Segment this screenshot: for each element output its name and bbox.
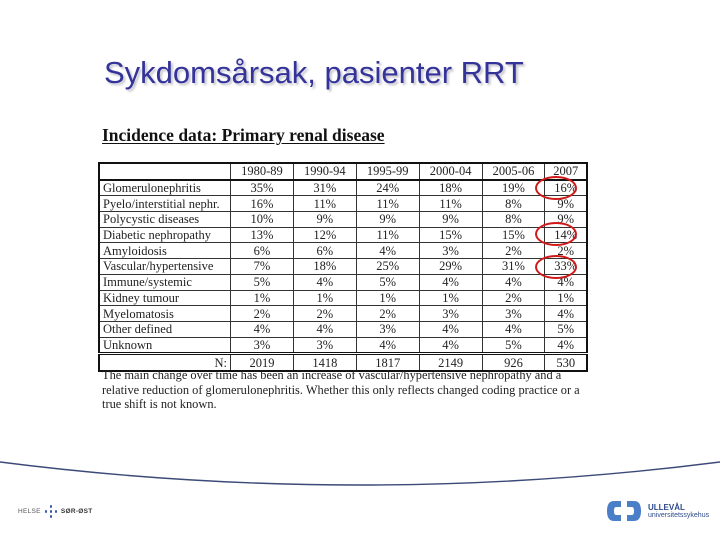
- table-cell: 8%: [482, 196, 545, 212]
- table-cell: 35%: [231, 180, 294, 196]
- table-cell: 1418: [293, 354, 356, 371]
- table-cell: 4%: [356, 243, 419, 259]
- table-cell: 1%: [231, 290, 294, 306]
- table-cell: 8%: [482, 212, 545, 228]
- row-label: Amyloidosis: [99, 243, 231, 259]
- table-cell: 2%: [482, 290, 545, 306]
- table-cell: 2149: [419, 354, 482, 371]
- table-cell: 24%: [356, 180, 419, 196]
- table-row: [99, 321, 587, 337]
- ulleval-name: ULLEVÅL: [648, 502, 685, 512]
- table-cell: 3%: [482, 306, 545, 322]
- column-header: 2007: [545, 163, 587, 180]
- table-cell: 16%: [231, 196, 294, 212]
- table-cell: 2019: [231, 354, 294, 371]
- table-cell: 1%: [419, 290, 482, 306]
- row-label: Myelomatosis: [99, 306, 231, 322]
- table-cell: 3%: [419, 306, 482, 322]
- table-row: [99, 180, 587, 196]
- table-row: [99, 290, 587, 306]
- table-cell: 11%: [356, 227, 419, 243]
- table-cell: 4%: [482, 274, 545, 290]
- table-cell: 4%: [293, 274, 356, 290]
- table-cell: 9%: [545, 212, 587, 228]
- decorative-curve: [0, 440, 720, 500]
- table-cell: 4%: [482, 321, 545, 337]
- table-row: [99, 212, 587, 228]
- table-cell: 4%: [419, 337, 482, 354]
- table-cell: 3%: [356, 321, 419, 337]
- table-cell: 15%: [419, 227, 482, 243]
- row-label: Kidney tumour: [99, 290, 231, 306]
- column-header: 1980-89: [231, 163, 294, 180]
- table-cell: 29%: [419, 259, 482, 275]
- table-footnote: The main change over time has been an increase of vascular/hypertensive nephropathy and a relative reduction of glomerulonephritis. Whether this only reflects changed coding practice or a true shift is not known.: [102, 368, 580, 411]
- sor-ost-label: SØR-ØST: [60, 507, 93, 515]
- highlight-circle-glomerulonephritis: [535, 176, 577, 200]
- table-cell: 926: [482, 354, 545, 371]
- table-cell: 14%: [545, 227, 587, 243]
- table-cell: 6%: [293, 243, 356, 259]
- table-cell: 25%: [356, 259, 419, 275]
- column-header: [99, 163, 231, 180]
- table-cell: 3%: [231, 337, 294, 354]
- table-cell: 6%: [231, 243, 294, 259]
- ulleval-subtitle: universitetssykehus: [648, 511, 710, 519]
- highlight-circle-vascular: [535, 255, 577, 279]
- table-row: [99, 243, 587, 259]
- slide-title: Sykdomsårsak, pasienter RRT: [104, 55, 524, 90]
- table-cell: 10%: [231, 212, 294, 228]
- table-cell: 4%: [293, 321, 356, 337]
- table-cell: 11%: [356, 196, 419, 212]
- table-cell: 530: [545, 354, 587, 371]
- helse-dots-icon: [45, 505, 57, 517]
- table-cell: 31%: [293, 180, 356, 196]
- table-header-row: [99, 163, 587, 180]
- table-cell: 5%: [356, 274, 419, 290]
- table-cell: 4%: [419, 274, 482, 290]
- table-cell: 4%: [231, 321, 294, 337]
- table-cell: 1%: [293, 290, 356, 306]
- table-row: [99, 196, 587, 212]
- table-cell: 9%: [356, 212, 419, 228]
- table-cell: 4%: [356, 337, 419, 354]
- table-cell: 13%: [231, 227, 294, 243]
- table-cell: 5%: [482, 337, 545, 354]
- table-row: [99, 274, 587, 290]
- table-cell: 18%: [293, 259, 356, 275]
- table-cell: 2%: [231, 306, 294, 322]
- ulleval-logo: [606, 499, 709, 523]
- table-cell: 3%: [293, 337, 356, 354]
- table-row: [99, 259, 587, 275]
- table-cell: 3%: [419, 243, 482, 259]
- table-cell: 1%: [545, 290, 587, 306]
- table-cell: 9%: [545, 196, 587, 212]
- table-caption: Incidence data: Primary renal disease: [102, 125, 385, 145]
- table-cell: 7%: [231, 259, 294, 275]
- table-row: [99, 306, 587, 322]
- column-header: 2005-06: [482, 163, 545, 180]
- row-label: Polycystic diseases: [99, 212, 231, 228]
- table-cell: 12%: [293, 227, 356, 243]
- highlight-circle-diabetic: [535, 222, 577, 246]
- table-cell: 16%: [545, 180, 587, 196]
- table-row: [99, 337, 587, 354]
- table-cell: 2%: [482, 243, 545, 259]
- row-label: Diabetic nephropathy: [99, 227, 231, 243]
- table-cell: 1817: [356, 354, 419, 371]
- table-cell: 18%: [419, 180, 482, 196]
- table-cell: 33%: [545, 259, 587, 275]
- row-label: Immune/systemic: [99, 274, 231, 290]
- table-cell: 4%: [545, 337, 587, 354]
- row-label: Pyelo/interstitial nephr.: [99, 196, 231, 212]
- incidence-table: [98, 162, 588, 372]
- table-cell: 9%: [293, 212, 356, 228]
- table-cell: 5%: [545, 321, 587, 337]
- table-cell: 5%: [231, 274, 294, 290]
- row-label: N:: [99, 354, 231, 371]
- ulleval-cross-icon: [606, 499, 642, 523]
- row-label: Vascular/hypertensive: [99, 259, 231, 275]
- table-cell: 11%: [293, 196, 356, 212]
- table-cell: 2%: [545, 243, 587, 259]
- table-cell: 4%: [545, 274, 587, 290]
- helse-label: HELSE: [18, 507, 41, 515]
- table-cell: 2%: [356, 306, 419, 322]
- table-cell: 1%: [356, 290, 419, 306]
- table-cell: 4%: [545, 306, 587, 322]
- table-cell: 9%: [419, 212, 482, 228]
- table-cell: 31%: [482, 259, 545, 275]
- row-label: Unknown: [99, 337, 231, 354]
- column-header: 1990-94: [293, 163, 356, 180]
- table-cell: 19%: [482, 180, 545, 196]
- column-header: 2000-04: [419, 163, 482, 180]
- row-label: Other defined: [99, 321, 231, 337]
- table-row: [99, 227, 587, 243]
- row-label: Glomerulonephritis: [99, 180, 231, 196]
- table-cell: 11%: [419, 196, 482, 212]
- helse-sor-ost-logo: [18, 505, 93, 517]
- table-cell: 15%: [482, 227, 545, 243]
- table-cell: 2%: [293, 306, 356, 322]
- table-cell: 4%: [419, 321, 482, 337]
- column-header: 1995-99: [356, 163, 419, 180]
